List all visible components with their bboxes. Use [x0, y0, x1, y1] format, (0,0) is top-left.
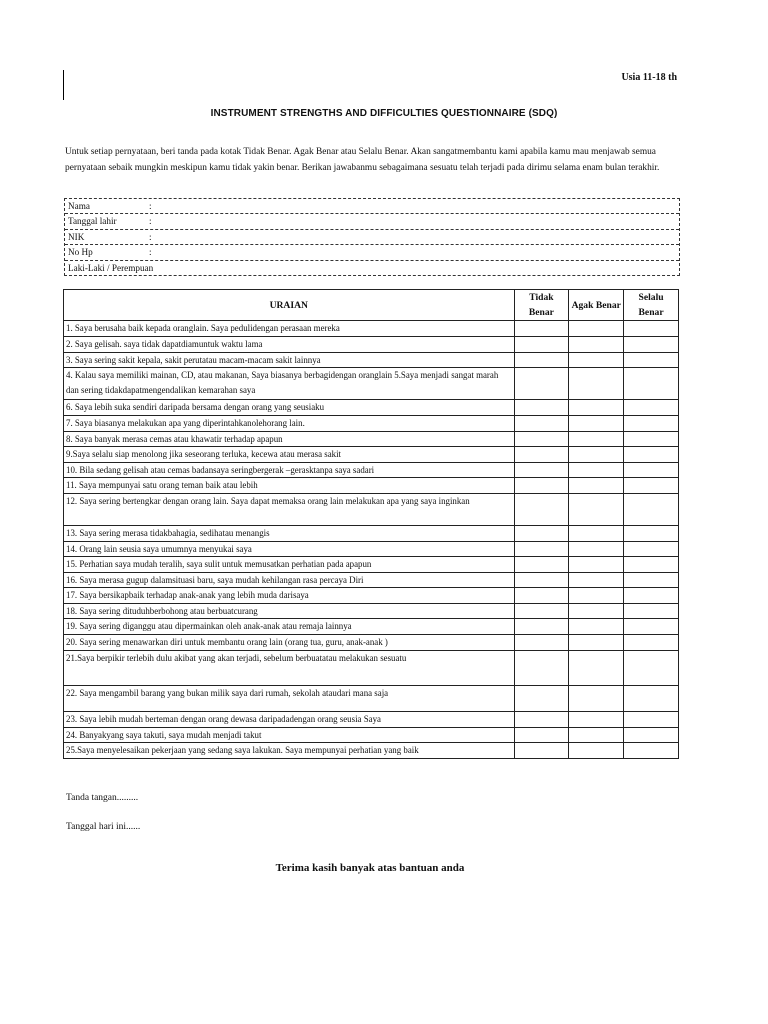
item-statement: 6. Saya lebih suka sendiri daripada bersama dengan orang yang seusiaku — [64, 400, 515, 416]
answer-cell-selalu-benar[interactable] — [624, 321, 679, 337]
table-row — [64, 525, 679, 541]
answer-cell-tidak-benar[interactable] — [514, 685, 569, 711]
item-statement: 18. Saya sering dituduhberbohong atau berbuatcurang — [64, 603, 515, 619]
answer-cell-selalu-benar[interactable] — [624, 400, 679, 416]
table-row — [64, 603, 679, 619]
table-row — [64, 685, 679, 711]
answer-cell-selalu-benar[interactable] — [624, 619, 679, 635]
column-header-tidak-benar: Tidak Benar — [514, 290, 569, 321]
identity-label: Tanggal lahir — [68, 216, 117, 227]
table-row — [64, 493, 679, 525]
answer-cell-tidak-benar[interactable] — [514, 416, 569, 432]
answer-cell-selalu-benar[interactable] — [624, 588, 679, 604]
answer-cell-tidak-benar[interactable] — [514, 525, 569, 541]
answer-cell-agak-benar[interactable] — [569, 337, 624, 353]
item-statement: 3. Saya sering sakit kepala, sakit perutatau macam-macam sakit lainnya — [64, 352, 515, 368]
answer-cell-agak-benar[interactable] — [569, 541, 624, 557]
answer-cell-selalu-benar[interactable] — [624, 431, 679, 447]
item-statement: 12. Saya sering bertengkar dengan orang lain. Saya dapat memaksa orang lain melakukan apa yang saya inginkan — [64, 493, 515, 525]
answer-cell-selalu-benar[interactable] — [624, 368, 679, 400]
answer-cell-agak-benar[interactable] — [569, 727, 624, 743]
identity-colon: : — [149, 231, 152, 242]
table-header-row — [64, 290, 679, 321]
identity-label: No Hp — [68, 247, 93, 258]
answer-cell-tidak-benar[interactable] — [514, 352, 569, 368]
answer-cell-agak-benar[interactable] — [569, 368, 624, 400]
item-statement: 15. Perhatian saya mudah teralih, saya sulit untuk memusatkan perhatian pada apapun — [64, 557, 515, 573]
item-statement: 22. Saya mengambil barang yang bukan milik saya dari rumah, sekolah ataudari mana saja — [64, 685, 515, 711]
answer-cell-tidak-benar[interactable] — [514, 572, 569, 588]
table-row — [64, 337, 679, 353]
item-statement: 10. Bila sedang gelisah atau cemas badansaya seringbergerak –gerasktanpa saya sadari — [64, 462, 515, 478]
answer-cell-selalu-benar[interactable] — [624, 462, 679, 478]
item-statement: 21.Saya berpikir terlebih dulu akibat yang akan terjadi, sebelum berbuatatau melakukan sesuatu — [64, 650, 515, 685]
answer-cell-selalu-benar[interactable] — [624, 541, 679, 557]
identity-label: Laki-Laki / Perempuan — [68, 262, 154, 273]
table-row — [64, 572, 679, 588]
identity-box — [64, 198, 680, 276]
identity-colon: : — [149, 247, 152, 258]
table-row — [64, 368, 679, 400]
answer-cell-tidak-benar[interactable] — [514, 603, 569, 619]
item-statement: 1. Saya berusaha baik kepada oranglain. Saya pedulidengan perasaan mereka — [64, 321, 515, 337]
answer-cell-selalu-benar[interactable] — [624, 727, 679, 743]
table-row — [64, 541, 679, 557]
table-row — [64, 447, 679, 463]
answer-cell-tidak-benar[interactable] — [514, 634, 569, 650]
answer-cell-tidak-benar[interactable] — [514, 588, 569, 604]
answer-cell-agak-benar[interactable] — [569, 525, 624, 541]
answer-cell-agak-benar[interactable] — [569, 447, 624, 463]
identity-row-phone[interactable] — [65, 245, 679, 260]
answer-cell-selalu-benar[interactable] — [624, 634, 679, 650]
answer-cell-agak-benar[interactable] — [569, 685, 624, 711]
column-header-uraian: URAIAN — [64, 290, 515, 321]
item-statement: 17. Saya bersikapbaik terhadap anak-anak yang lebih muda darisaya — [64, 588, 515, 604]
instructions-paragraph: Untuk setiap pernyataan, beri tanda pada kotak Tidak Benar. Agak Benar atau Selalu Benar. Akan sangatmembantu kami apabila kamu mau menjawab semua pernyataan sebaik mungkin meskipun kamu tidak yakin benar. Berikan jawabanmu sebagaimana sesuatu telah terjadi pada dirimu selama enam bulan terakhir. — [65, 147, 660, 173]
answer-cell-agak-benar[interactable] — [569, 619, 624, 635]
answer-cell-selalu-benar[interactable] — [624, 685, 679, 711]
answer-cell-tidak-benar[interactable] — [514, 431, 569, 447]
answer-cell-agak-benar[interactable] — [569, 557, 624, 573]
answer-cell-tidak-benar[interactable] — [514, 321, 569, 337]
answer-cell-agak-benar[interactable] — [569, 431, 624, 447]
page-title: INSTRUMENT STRENGTHS AND DIFFICULTIES QUESTIONNAIRE (SDQ) — [210, 108, 558, 119]
item-statement: 11. Saya mempunyai satu orang teman baik atau lebih — [64, 478, 515, 494]
answer-cell-selalu-benar[interactable] — [624, 557, 679, 573]
answer-cell-agak-benar[interactable] — [569, 634, 624, 650]
identity-label: NIK — [68, 231, 85, 242]
answer-cell-selalu-benar[interactable] — [624, 743, 679, 759]
answer-cell-agak-benar[interactable] — [569, 493, 624, 525]
table-row — [64, 743, 679, 759]
identity-label: Nama — [68, 201, 90, 211]
answer-cell-tidak-benar[interactable] — [514, 447, 569, 463]
table-row — [64, 321, 679, 337]
item-statement: 8. Saya banyak merasa cemas atau khawatir terhadap apapun — [64, 431, 515, 447]
table-row — [64, 557, 679, 573]
text-cursor-bar — [63, 70, 64, 100]
item-statement: 4. Kalau saya memiliki mainan, CD, atau makanan, Saya biasanya berbagidengan oranglain 5.Saya menjadi sangat marah dan sering tidakdapatmengendalikan kemarahan saya — [64, 368, 515, 400]
answer-cell-tidak-benar[interactable] — [514, 462, 569, 478]
item-statement: 24. Banyakyang saya takuti, saya mudah menjadi takut — [64, 727, 515, 743]
table-row — [64, 400, 679, 416]
answer-cell-agak-benar[interactable] — [569, 572, 624, 588]
answer-cell-selalu-benar[interactable] — [624, 603, 679, 619]
answer-cell-tidak-benar[interactable] — [514, 727, 569, 743]
answer-cell-tidak-benar[interactable] — [514, 557, 569, 573]
answer-cell-selalu-benar[interactable] — [624, 525, 679, 541]
date-label: Tanggal hari ini...... — [66, 822, 141, 832]
item-statement: 2. Saya gelisah. saya tidak dapatdiamuntuk waktu lama — [64, 337, 515, 353]
column-header-selalu-benar: Selalu Benar — [624, 290, 679, 321]
answer-cell-selalu-benar[interactable] — [624, 416, 679, 432]
answer-cell-tidak-benar[interactable] — [514, 478, 569, 494]
identity-row-name[interactable] — [65, 199, 679, 214]
age-range-label: Usia 11-18 th — [621, 72, 677, 83]
table-row — [64, 711, 679, 727]
answer-cell-agak-benar[interactable] — [569, 603, 624, 619]
answer-cell-selalu-benar[interactable] — [624, 711, 679, 727]
table-row — [64, 588, 679, 604]
item-statement: 7. Saya biasanya melakukan apa yang diperintahkanolehorang lain. — [64, 416, 515, 432]
answer-cell-agak-benar[interactable] — [569, 711, 624, 727]
answer-cell-agak-benar[interactable] — [569, 743, 624, 759]
table-row — [64, 352, 679, 368]
table-row — [64, 650, 679, 685]
table-row — [64, 431, 679, 447]
answer-cell-agak-benar[interactable] — [569, 650, 624, 685]
answer-cell-selalu-benar[interactable] — [624, 337, 679, 353]
answer-cell-selalu-benar[interactable] — [624, 352, 679, 368]
answer-cell-tidak-benar[interactable] — [514, 743, 569, 759]
answer-cell-agak-benar[interactable] — [569, 462, 624, 478]
table-row — [64, 727, 679, 743]
signature-label: Tanda tangan......... — [66, 793, 139, 803]
answer-cell-agak-benar[interactable] — [569, 321, 624, 337]
table-row — [64, 634, 679, 650]
answer-cell-tidak-benar[interactable] — [514, 541, 569, 557]
item-statement: 16. Saya merasa gugup dalamsituasi baru, saya mudah kehilangan rasa percaya Diri — [64, 572, 515, 588]
answer-cell-tidak-benar[interactable] — [514, 337, 569, 353]
identity-row-nik[interactable] — [65, 230, 679, 245]
answer-cell-selalu-benar[interactable] — [624, 447, 679, 463]
questionnaire-table — [63, 289, 679, 759]
answer-cell-agak-benar[interactable] — [569, 400, 624, 416]
answer-cell-agak-benar[interactable] — [569, 416, 624, 432]
answer-cell-tidak-benar[interactable] — [514, 368, 569, 400]
answer-cell-agak-benar[interactable] — [569, 588, 624, 604]
answer-cell-tidak-benar[interactable] — [514, 400, 569, 416]
item-statement: 23. Saya lebih mudah berteman dengan orang dewasa daripadadengan orang seusia Saya — [64, 711, 515, 727]
identity-row-birthdate[interactable] — [65, 214, 679, 229]
table-row — [64, 478, 679, 494]
answer-cell-selalu-benar[interactable] — [624, 478, 679, 494]
table-row — [64, 416, 679, 432]
column-header-agak-benar: Agak Benar — [569, 290, 624, 321]
answer-cell-agak-benar[interactable] — [569, 478, 624, 494]
answer-cell-tidak-benar[interactable] — [514, 493, 569, 525]
table-row — [64, 619, 679, 635]
answer-cell-tidak-benar[interactable] — [514, 711, 569, 727]
answer-cell-selalu-benar[interactable] — [624, 650, 679, 685]
identity-colon: : — [149, 216, 152, 227]
item-statement: 14. Orang lain seusia saya umumnya menyukai saya — [64, 541, 515, 557]
identity-row-gender[interactable] — [65, 261, 679, 275]
table-row — [64, 462, 679, 478]
item-statement: 20. Saya sering menawarkan diri untuk membantu orang lain (orang tua, guru, anak-anak ) — [64, 634, 515, 650]
answer-cell-selalu-benar[interactable] — [624, 572, 679, 588]
identity-colon: : — [149, 201, 152, 211]
item-statement: 13. Saya sering merasa tidakbahagia, sedihatau menangis — [64, 525, 515, 541]
item-statement: 19. Saya sering diganggu atau dipermainkan oleh anak-anak atau remaja lainnya — [64, 619, 515, 635]
answer-cell-tidak-benar[interactable] — [514, 619, 569, 635]
item-statement: 9.Saya selalu siap menolong jika seseorang terluka, kecewa atau merasa sakit — [64, 447, 515, 463]
item-statement: 25.Saya menyelesaikan pekerjaan yang sedang saya lakukan. Saya mempunyai perhatian yang baik — [64, 743, 515, 759]
thank-you-note: Terima kasih banyak atas bantuan anda — [275, 862, 465, 874]
answer-cell-selalu-benar[interactable] — [624, 493, 679, 525]
answer-cell-tidak-benar[interactable] — [514, 650, 569, 685]
answer-cell-agak-benar[interactable] — [569, 352, 624, 368]
